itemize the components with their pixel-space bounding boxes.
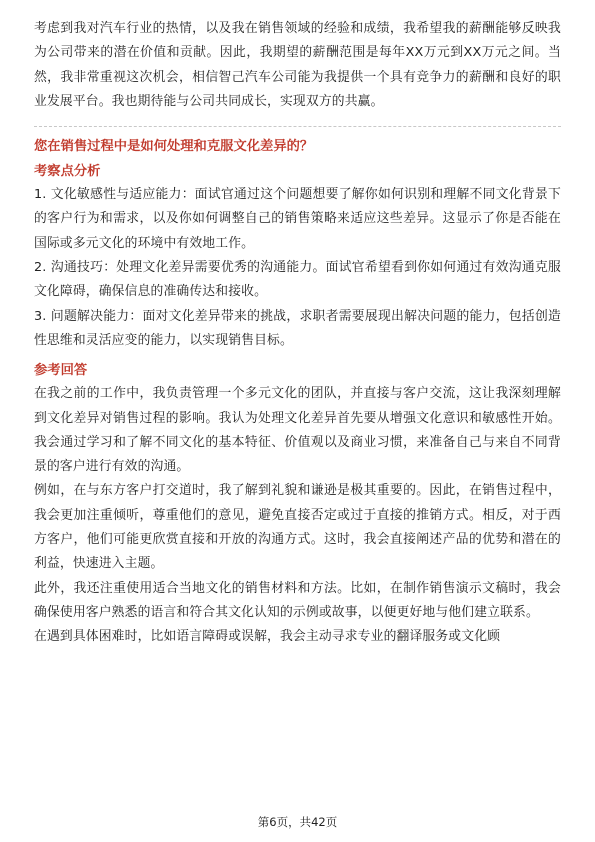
intro-paragraph: 考虑到我对汽车行业的热情，以及我在销售领域的经验和成绩，我希望我的薪酬能够反映我为公司带来的潜在价值和贡献。因此，我期望的薪酬范围是每年XX万元到XX万元之间。当然，我非常重视这次机会，相信智己汽车公司能为我提供一个具有竞争力的薪酬和良好的职业发展平台。我也期待能与公司共同成长，实现双方的共赢。: [34, 21, 561, 109]
reference-paragraph: 在遇到具体困难时，比如语言障碍或误解，我会主动寻求专业的翻译服务或文化顾: [34, 629, 501, 645]
analysis-point: 3. 问题解决能力：面对文化差异带来的挑战，求职者需要展现出解决问题的能力，包括创造性思维和灵活应变的能力，以实现销售目标。: [34, 308, 561, 348]
reference-heading: 参考回答: [34, 363, 88, 379]
analysis-point: 2. 沟通技巧：处理文化差异需要优秀的沟通能力。面试官希望看到你如何通过有效沟通克服文化障碍，确保信息的准确传达和接收。: [34, 260, 561, 300]
analysis-heading: 考察点分析: [34, 164, 101, 180]
reference-paragraph: 在我之前的工作中，我负责管理一个多元文化的团队，并直接与客户交流，这让我深刻理解到文化差异对销售过程的影响。我认为处理文化差异首先要从增强文化意识和敏感性开始。我会通过学习和了解不同文化的基本特征、价值观以及商业习惯，来准备自己与来自不同背景的客户进行有效的沟通。: [34, 386, 561, 475]
section-divider: [34, 126, 561, 127]
reference-paragraph: 例如，在与东方客户打交道时，我了解到礼貌和谦逊是极其重要的。因此，在销售过程中，我会更加注重倾听，尊重他们的意见，避免直接否定或过于直接的推销方式。相反，对于西方客户，他们可能更欣赏直接和开放的沟通方式。这时，我会直接阐述产品的优势和潜在的利益，快速进入主题。: [34, 483, 561, 572]
page-number: 第6页，共42页: [257, 815, 338, 829]
question-title: 您在销售过程中是如何处理和克服文化差异的？: [34, 139, 314, 155]
reference-paragraph: 此外，我还注重使用适合当地文化的销售材料和方法。比如，在制作销售演示文稿时，我会确保使用客户熟悉的语言和符合其文化认知的示例或故事，以便更好地与他们建立联系。: [34, 580, 561, 620]
document-body: [34, 17, 561, 650]
analysis-point: 1. 文化敏感性与适应能力：面试官通过这个问题想要了解你如何识别和理解不同文化背景下的客户行为和需求，以及你如何调整自己的销售策略来适应这些差异。这显示了你是否能在国际或多元文化的环境中有效地工作。: [34, 187, 561, 251]
